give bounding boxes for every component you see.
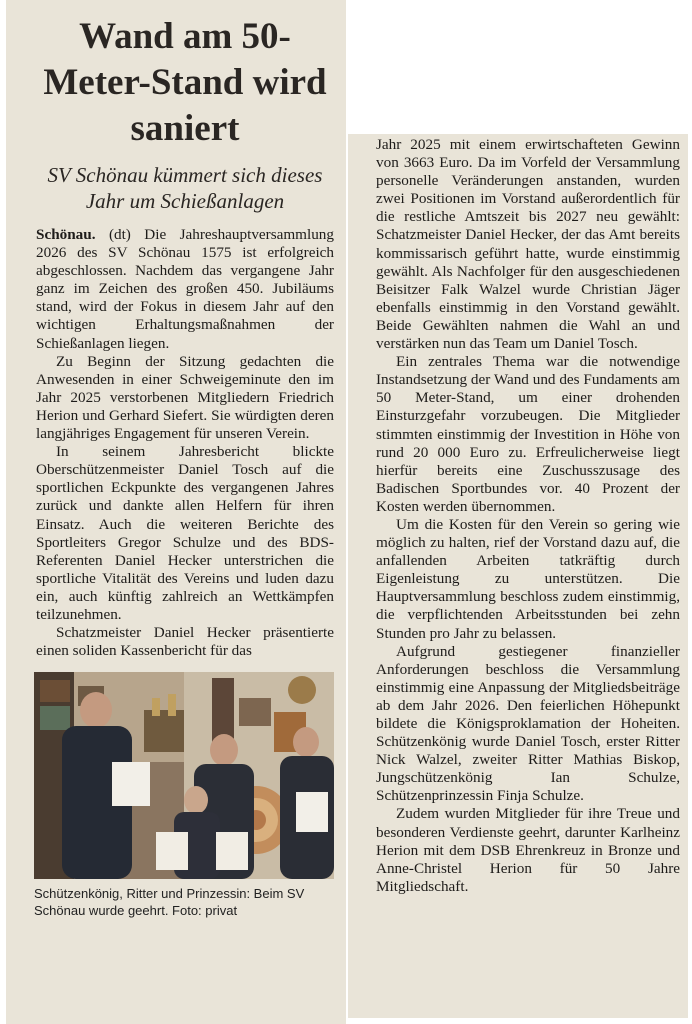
paragraph-3: In seinem Jahresbericht blickte Oberschützenmeister Daniel Tosch auf die sportlichen Eckpunkte des vergangenen Jahres zurück und dankte allen Helfern für ihren Einsatz. Auch die weiteren Berichte des Sportleiters Gregor Schulze und des BDS-Referenten Daniel Hecker unterstrichen die sportliche Vitalität des Vereins und luden dazu ein, auch künftig zahlreich an Wettkämpfen teilzunehmen. — [36, 443, 334, 623]
article-photo — [34, 672, 334, 879]
paragraph-8: Aufgrund gestiegener finanzieller Anforderungen beschloss die Versammlung einstimmig eine Anpassung der Mitgliedsbeiträge ab dem Jahr 2026. Den feierlichen Höhepunkt bildete die Königsproklamation der Hoheiten. Schützenkönig wurde Daniel Tosch, erster Ritter Nick Walzel, zweiter Ritter Mathias Biskop, Jungschützenkönig Ian Schulze, Schützenprinzessin Finja Schulze. — [376, 642, 680, 805]
paragraph-7: Um die Kosten für den Verein so gering wie möglich zu halten, rief der Vorstand dazu auf, die anfallenden Arbeiten tatkräftig durch Eigenleistung zu unterstützen. Die Hauptversammlung beschloss zudem einstimmig, die verpflichtenden Arbeitsstunden bei zehn Stunden pro Jahr zu belassen. — [376, 515, 680, 642]
paragraph-1-text: (dt) Die Jahreshauptversammlung 2026 des SV Schönau 1575 ist erfolgreich abgeschlossen. Nachdem das vergangene Jahr ganz im Zeichen des großen 450. Jubiläums stand, wird der Fokus in diesem Jahr auf den wichtigen Erhaltungsmaßnahmen der Schießanlagen liegen. — [36, 226, 334, 352]
paragraph-9: Zudem wurden Mitglieder für ihre Treue und besonderen Verdienste geehrt, darunter Karlheinz Herion mit dem DSB Ehrenkreuz in Bronze und Anne-Christel Herion für 50 Jahre Mitgliedschaft. — [376, 805, 680, 895]
subheadline: SV Schönau kümmert sich dieses Jahr um Schießanlagen — [47, 163, 323, 213]
article-column-right — [348, 134, 688, 1018]
dateline: Schönau. — [36, 226, 96, 243]
photo-illustration — [34, 672, 334, 879]
headline: Wand am 50-Meter-Stand wird saniert — [43, 16, 327, 149]
photo-caption: Schützenkönig, Ritter und Prinzessin: Beim SV Schönau wurde geehrt. Foto: privat — [34, 886, 305, 919]
paragraph-6: Ein zentrales Thema war die notwendige Instandsetzung der Wand und des Fundaments am 50 Meter-Stand, um einer drohenden Einsturzgefahr vorzubeugen. Die Mitglieder stimmten einstimmig der Investition in Höhe von rund 20 000 Euro zu. Erfreulicherweise liegt hierfür bereits eine Zuschusszusage des Badischen Sportbundes vor. 40 Prozent der Kosten werden übernommen. — [376, 353, 680, 515]
article-column-left — [6, 0, 346, 1024]
paragraph-2: Zu Beginn der Sitzung gedachten die Anwesenden in einer Schweigeminute den im Jahr 2025 verstorbenen Mitgliedern Friedrich Herion und Gerhard Siefert. Sie würdigten deren langjähriges Engagement für unseren Verein. — [36, 352, 334, 443]
paragraph-1 — [36, 226, 334, 353]
paragraph-4: Schatzmeister Daniel Hecker präsentierte einen soliden Kassenbericht für das — [36, 624, 334, 660]
paragraph-5: Jahr 2025 mit einem erwirtschafteten Gewinn von 3663 Euro. Da im Vorfeld der Versammlung personelle Veränderungen anstanden, wurden zwei Positionen im Vorstand außerordentlich für die restliche Amtszeit bis 2027 neu gewählt: Schatzmeister Daniel Hecker, der das Amt bereits kommissarisch geführt hatte, wurde einstimmig gewählt. Als Nachfolger für den ausgeschiedenen Beisitzer Falk Walzel wurde Christian Jäger ebenfalls einstimmig in den Vorstand gewählt. Beide Gewählten nahmen die Wahl an und verstärken nun das Team um Daniel Tosch. — [376, 136, 680, 353]
